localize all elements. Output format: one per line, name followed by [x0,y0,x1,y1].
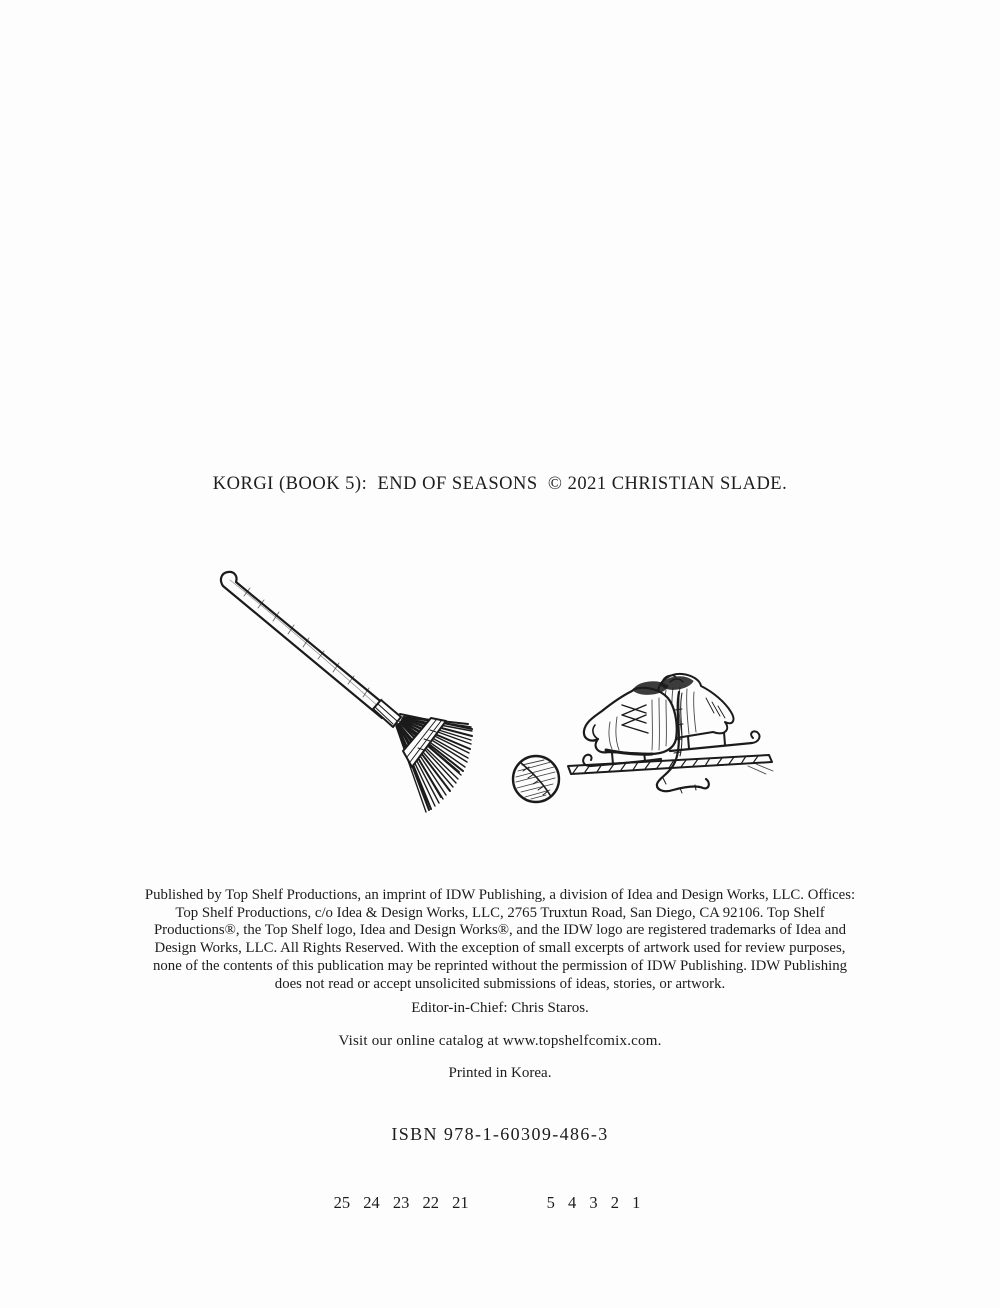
paragraph-line: Published by Top Shelf Productions, an imprint of IDW Publishing, a division of Idea and Design Works, LLC. Offices: [144,887,856,903]
baseball-drawing [513,756,559,802]
print-run-line [0,1193,987,1213]
paragraph-line: does not read or accept unsolicited submissions of ideas, stories, or artwork. [274,975,726,992]
publisher-paragraph [0,887,1000,993]
editor-credit: Editor-in-Chief: Chris Staros. [411,1000,589,1016]
paragraph-line: Top Shelf Productions, c/o Idea & Design Works, LLC, 2765 Truxtun Road, San Diego, CA 92106. Top Shelf [175,904,825,921]
broom-drawing [221,572,472,812]
isbn: ISBN 978-1-60309-486-3 [391,1124,609,1144]
copyright-notice: KORGI (BOOK 5): END OF SEASONS © 2021 CHRISTIAN SLADE. [212,474,788,494]
catalog-url-line: Visit our online catalog at www.topshelfcomix.com. [338,1033,662,1049]
paragraph-line: Productions®, the Top Shelf logo, Idea and Design Works®, and the IDW logo are registered trademarks of Idea and [153,922,847,939]
print-run-years: 25 24 23 22 21 [333,1193,469,1212]
paragraph-line: none of the contents of this publication may be reprinted without the permission of IDW Publishing. IDW Publishing [153,957,847,974]
broom-ball-skates-illustration [200,550,780,830]
printed-in-line: Printed in Korea. [448,1065,552,1081]
ice-skates-drawing [568,674,773,793]
paragraph-line: Design Works, LLC. All Rights Reserved. With the exception of small excerpts of artwork used for review purposes, [154,940,846,957]
print-run-printings: 5 4 3 2 1 [546,1193,641,1212]
